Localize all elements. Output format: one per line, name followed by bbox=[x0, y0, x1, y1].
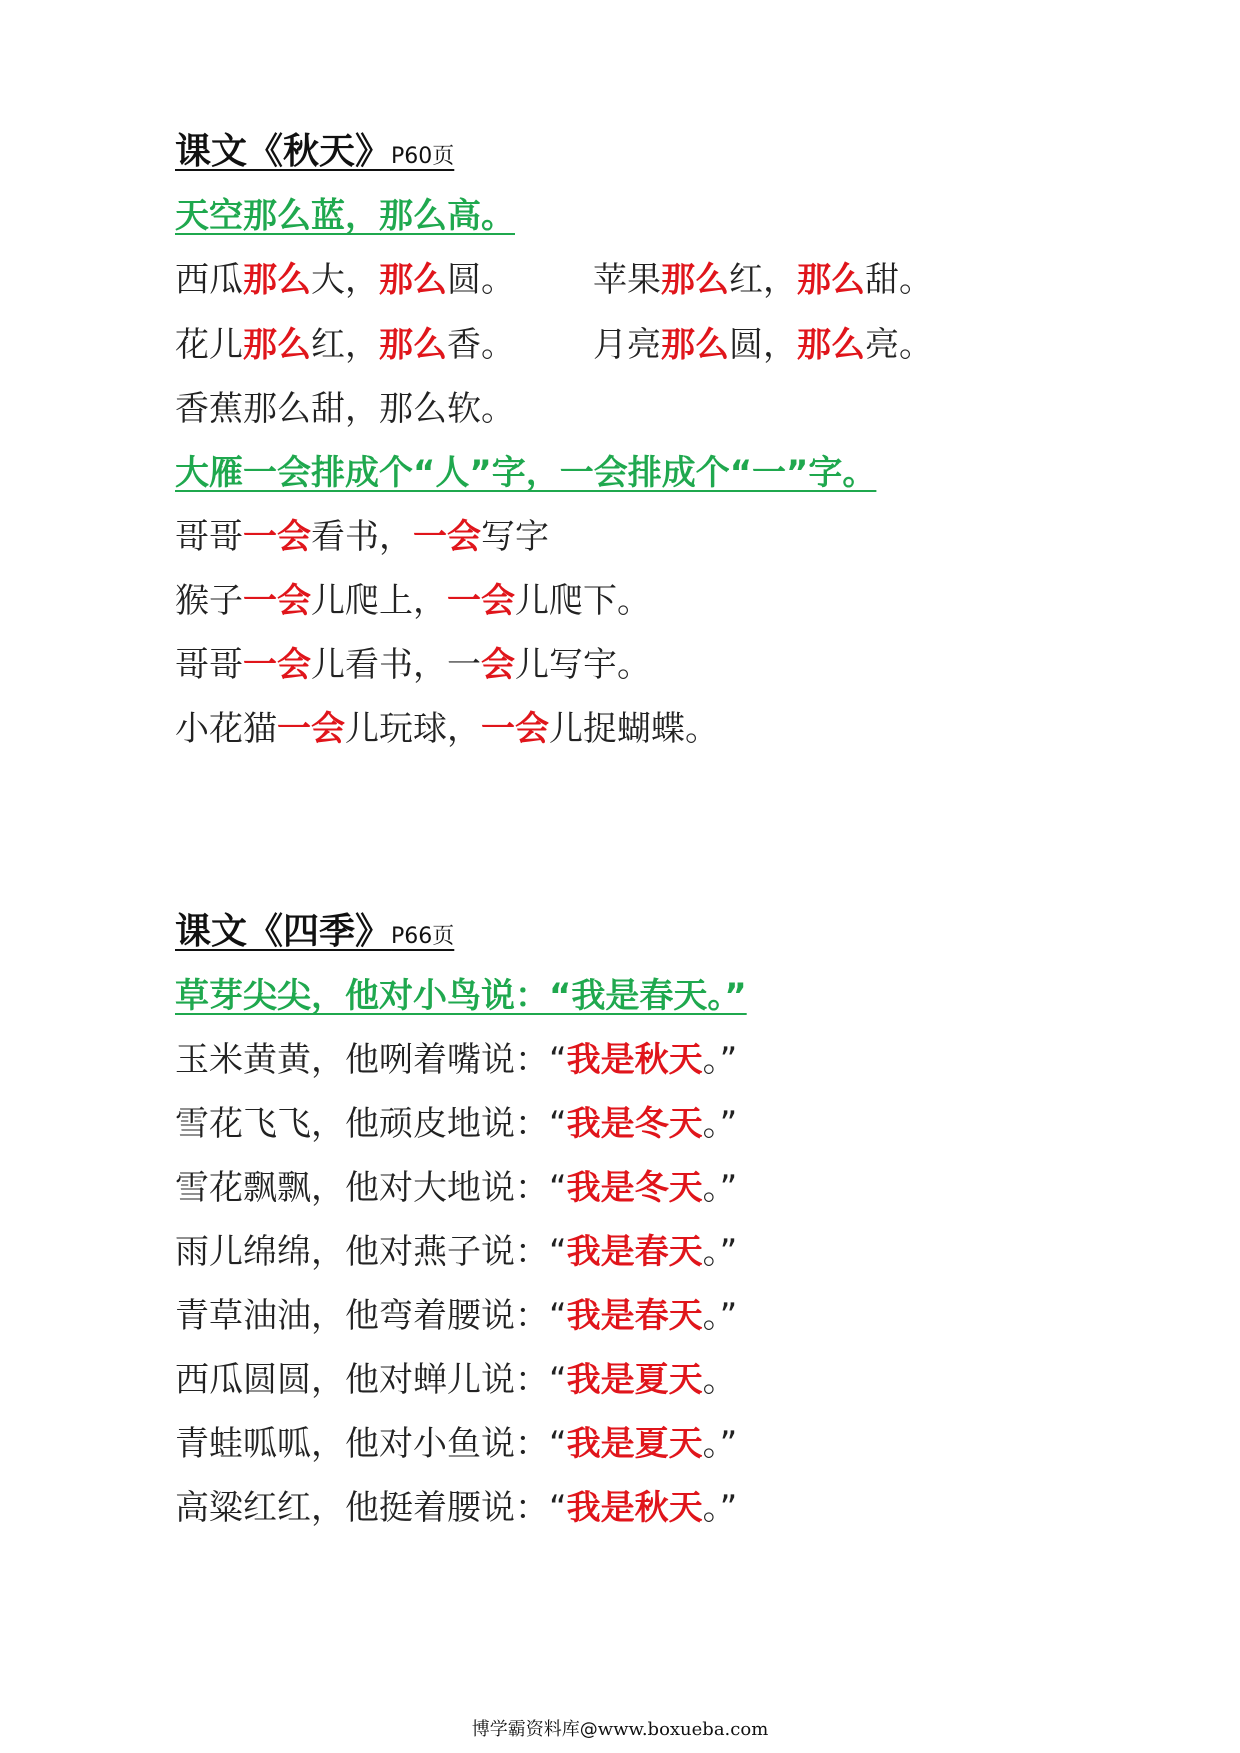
sentence: 月亮那么圆，那么亮。 bbox=[593, 325, 933, 365]
example-sentence: 草芽尖尖，他对小鸟说：“我是春天。” bbox=[175, 976, 747, 1016]
title-text: 课文《秋天》 bbox=[175, 131, 392, 172]
sentence: 西瓜那么大，那么圆。 bbox=[175, 260, 515, 300]
sentence: 西瓜圆圆，他对蝉儿说：“我是夏天。 bbox=[175, 1360, 737, 1400]
sentence: 哥哥一会儿看书，一会儿写宇。 bbox=[175, 645, 651, 685]
sentence: 雪花飞飞，他顽皮地说：“我是冬天。” bbox=[175, 1104, 738, 1144]
section-title bbox=[175, 912, 454, 956]
sentence: 青草油油，他弯着腰说：“我是春天。” bbox=[175, 1296, 738, 1336]
sentence: 玉米黄黄，他咧着嘴说：“我是秋天。” bbox=[175, 1040, 738, 1080]
sentence: 雨儿绵绵，他对燕子说：“我是春天。” bbox=[175, 1232, 738, 1272]
sentence: 香蕉那么甜，那么软。 bbox=[175, 389, 515, 429]
page-ref: P66页 bbox=[391, 924, 455, 949]
title-text: 课文《四季》 bbox=[175, 911, 392, 952]
sentence: 花儿那么红，那么香。 bbox=[175, 325, 515, 365]
sentence: 青蛙呱呱，他对小鱼说：“我是夏天。” bbox=[175, 1424, 738, 1464]
example-sentence: 天空那么蓝，那么高。 bbox=[175, 196, 515, 236]
sentence: 苹果那么红，那么甜。 bbox=[593, 260, 933, 300]
section-title bbox=[175, 132, 454, 176]
sentence: 猴子一会儿爬上，一会儿爬下。 bbox=[175, 581, 651, 621]
footer-watermark: 博学霸资料库@www.boxueba.com bbox=[471, 1719, 769, 1740]
sentence: 雪花飘飘，他对大地说：“我是冬天。” bbox=[175, 1168, 738, 1208]
sentence: 小花猫一会儿玩球，一会儿捉蝴蝶。 bbox=[175, 709, 719, 749]
sentence-row bbox=[175, 260, 1075, 304]
sentence-row bbox=[175, 325, 1075, 369]
sentence: 高粱红红，他挺着腰说：“我是秋天。” bbox=[175, 1488, 738, 1528]
page-ref: P60页 bbox=[391, 144, 455, 169]
example-sentence: 大雁一会排成个“人”字，一会排成个“一”字。 bbox=[175, 453, 877, 493]
sentence: 哥哥一会看书，一会写字 bbox=[175, 517, 549, 557]
